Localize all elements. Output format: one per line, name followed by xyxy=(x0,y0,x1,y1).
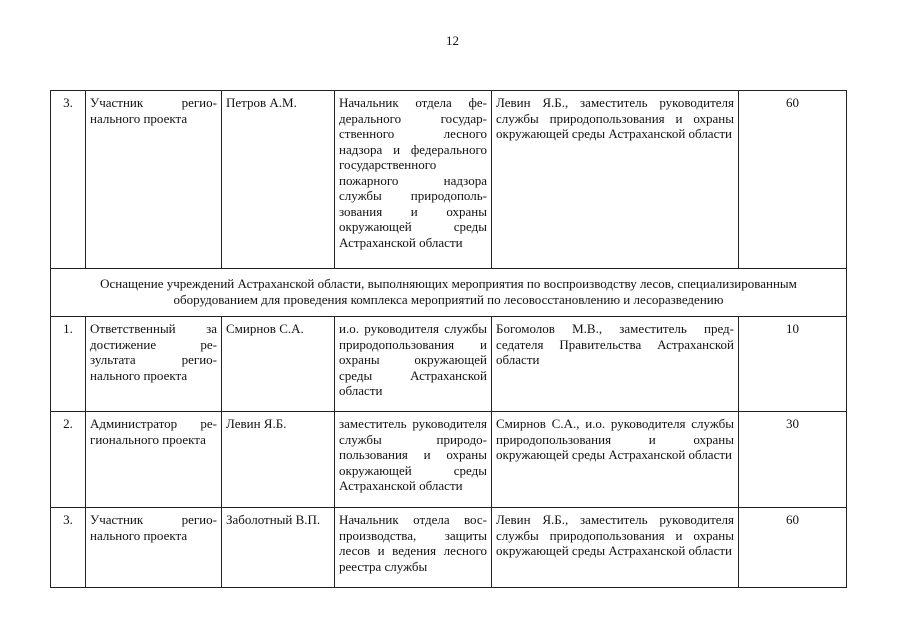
direct-supervisor: Левин Я.Б., заместитель руководителя службы природопользования и охраны окружающей среды Астраханской области xyxy=(492,508,739,588)
employment-percent: 60 xyxy=(739,91,847,269)
section-heading-row xyxy=(51,269,847,317)
person-position: заместитель руководителя службы природопользования и охраны окружающей среды Астраханской области xyxy=(335,412,492,508)
employment-percent: 30 xyxy=(739,412,847,508)
table-row xyxy=(51,508,847,588)
employment-percent: 10 xyxy=(739,317,847,412)
section-heading: Оснащение учреждений Астраханской области, выполняющих мероприятия по воспроизводству лесов, специализированным оборудованием для проведения комплекса мероприятий по лесовосстановлению и лесоразведению xyxy=(51,269,847,317)
page-number: 12 xyxy=(446,33,459,48)
table-row xyxy=(51,317,847,412)
person-position: Начальник отдела федерального государственного лесного надзора и федерального государственного пожарного надзора службы природопользования и охраны окружающей среды Астраханской области xyxy=(335,91,492,269)
responsibility-table xyxy=(50,90,847,588)
person-position: Начальник отдела воспроизводства, защиты лесов и ведения лесного реестра службы xyxy=(335,508,492,588)
project-role: Администратор регионального проекта xyxy=(86,412,222,508)
project-role: Участник регионального проекта xyxy=(86,508,222,588)
person-position: и.о. руководителя службы природопользования и охраны окружающей среды Астраханской области xyxy=(335,317,492,412)
table-row xyxy=(51,91,847,269)
person-name: Петров А.М. xyxy=(222,91,335,269)
row-number: 1. xyxy=(51,317,86,412)
person-name: Левин Я.Б. xyxy=(222,412,335,508)
row-number: 2. xyxy=(51,412,86,508)
table-row xyxy=(51,412,847,508)
employment-percent: 60 xyxy=(739,508,847,588)
row-number: 3. xyxy=(51,508,86,588)
person-name: Смирнов С.А. xyxy=(222,317,335,412)
direct-supervisor: Левин Я.Б., заместитель руководителя службы природопользования и охраны окружающей среды Астраханской области xyxy=(492,91,739,269)
project-role: Ответственный за достижение результата регионального проекта xyxy=(86,317,222,412)
direct-supervisor: Богомолов М.В., заместитель председателя Правительства Астраханской области xyxy=(492,317,739,412)
person-name: Заболотный В.П. xyxy=(222,508,335,588)
direct-supervisor: Смирнов С.А., и.о. руководителя службы природопользования и охраны окружающей среды Астраханской области xyxy=(492,412,739,508)
row-number: 3. xyxy=(51,91,86,269)
project-role: Участник регионального проекта xyxy=(86,91,222,269)
